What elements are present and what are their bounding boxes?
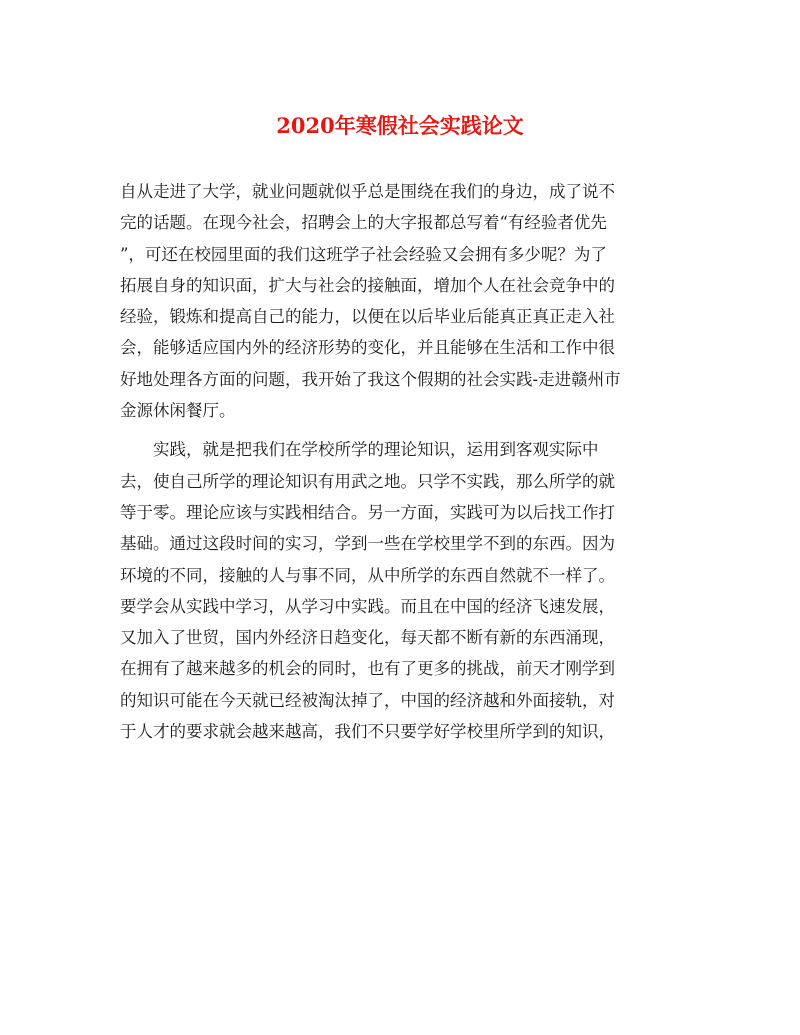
text-line: 的知识可能在今天就已经被淘汰掉了，中国的经济越和外面接轨，对 bbox=[120, 690, 615, 710]
text-line: 经验，锻炼和提高自己的能力，以便在以后毕业后能真正真正走入社 bbox=[120, 307, 615, 327]
document-body bbox=[120, 176, 682, 747]
text-line: 实践，就是把我们在学校所学的理论知识，运用到客观实际中 bbox=[120, 440, 599, 460]
text-line: 完的话题。在现今社会，招聘会上的大字报都总写着“有经验者优先 bbox=[120, 213, 607, 233]
text-line: 自从走进了大学，就业问题就似乎总是围绕在我们的身边，成了说不 bbox=[120, 182, 615, 201]
paragraph-1 bbox=[120, 176, 682, 426]
text-line: 在拥有了越来越多的机会的同时，也有了更多的挑战，前天才刚学到 bbox=[120, 659, 615, 679]
text-line: 去，使自己所学的理论知识有用武之地。只学不实践，那么所学的就 bbox=[120, 471, 615, 491]
text-line: 基础。通过这段时间的实习，学到一些在学校里学不到的东西。因为 bbox=[120, 534, 615, 554]
text-line: 会，能够适应国内外的经济形势的变化，并且能够在生活和工作中很 bbox=[120, 338, 615, 358]
document-title: 2020年寒假社会实践论文 bbox=[276, 113, 524, 138]
paragraph-2 bbox=[120, 434, 682, 747]
text-line: 环境的不同，接触的人与事不同，从中所学的东西自然就不一样了。 bbox=[120, 565, 615, 585]
text-line: 于人才的要求就会越来越高，我们不只要学好学校里所学到的知识， bbox=[120, 722, 615, 742]
text-line: 要学会从实践中学习，从学习中实践。而且在中国的经济飞速发展， bbox=[120, 596, 615, 616]
text-line: 好地处理各方面的问题，我开始了我这个假期的社会实践-走进赣州市 bbox=[120, 369, 621, 389]
text-line: 金源休闲餐厅。 bbox=[120, 401, 236, 421]
text-line: 拓展自身的知识面，扩大与社会的接触面，增加个人在社会竞争中的 bbox=[120, 275, 615, 295]
paragraph-spacer bbox=[120, 426, 682, 434]
text-line: 又加入了世贸，国内外经济日趋变化，每天都不断有新的东西涌现， bbox=[120, 628, 615, 648]
text-line: 等于零。理论应该与实践相结合。另一方面，实践可为以后找工作打 bbox=[120, 502, 615, 522]
text-line: ”，可还在校园里面的我们这班学子社会经验又会拥有多少呢？为了 bbox=[120, 244, 607, 264]
